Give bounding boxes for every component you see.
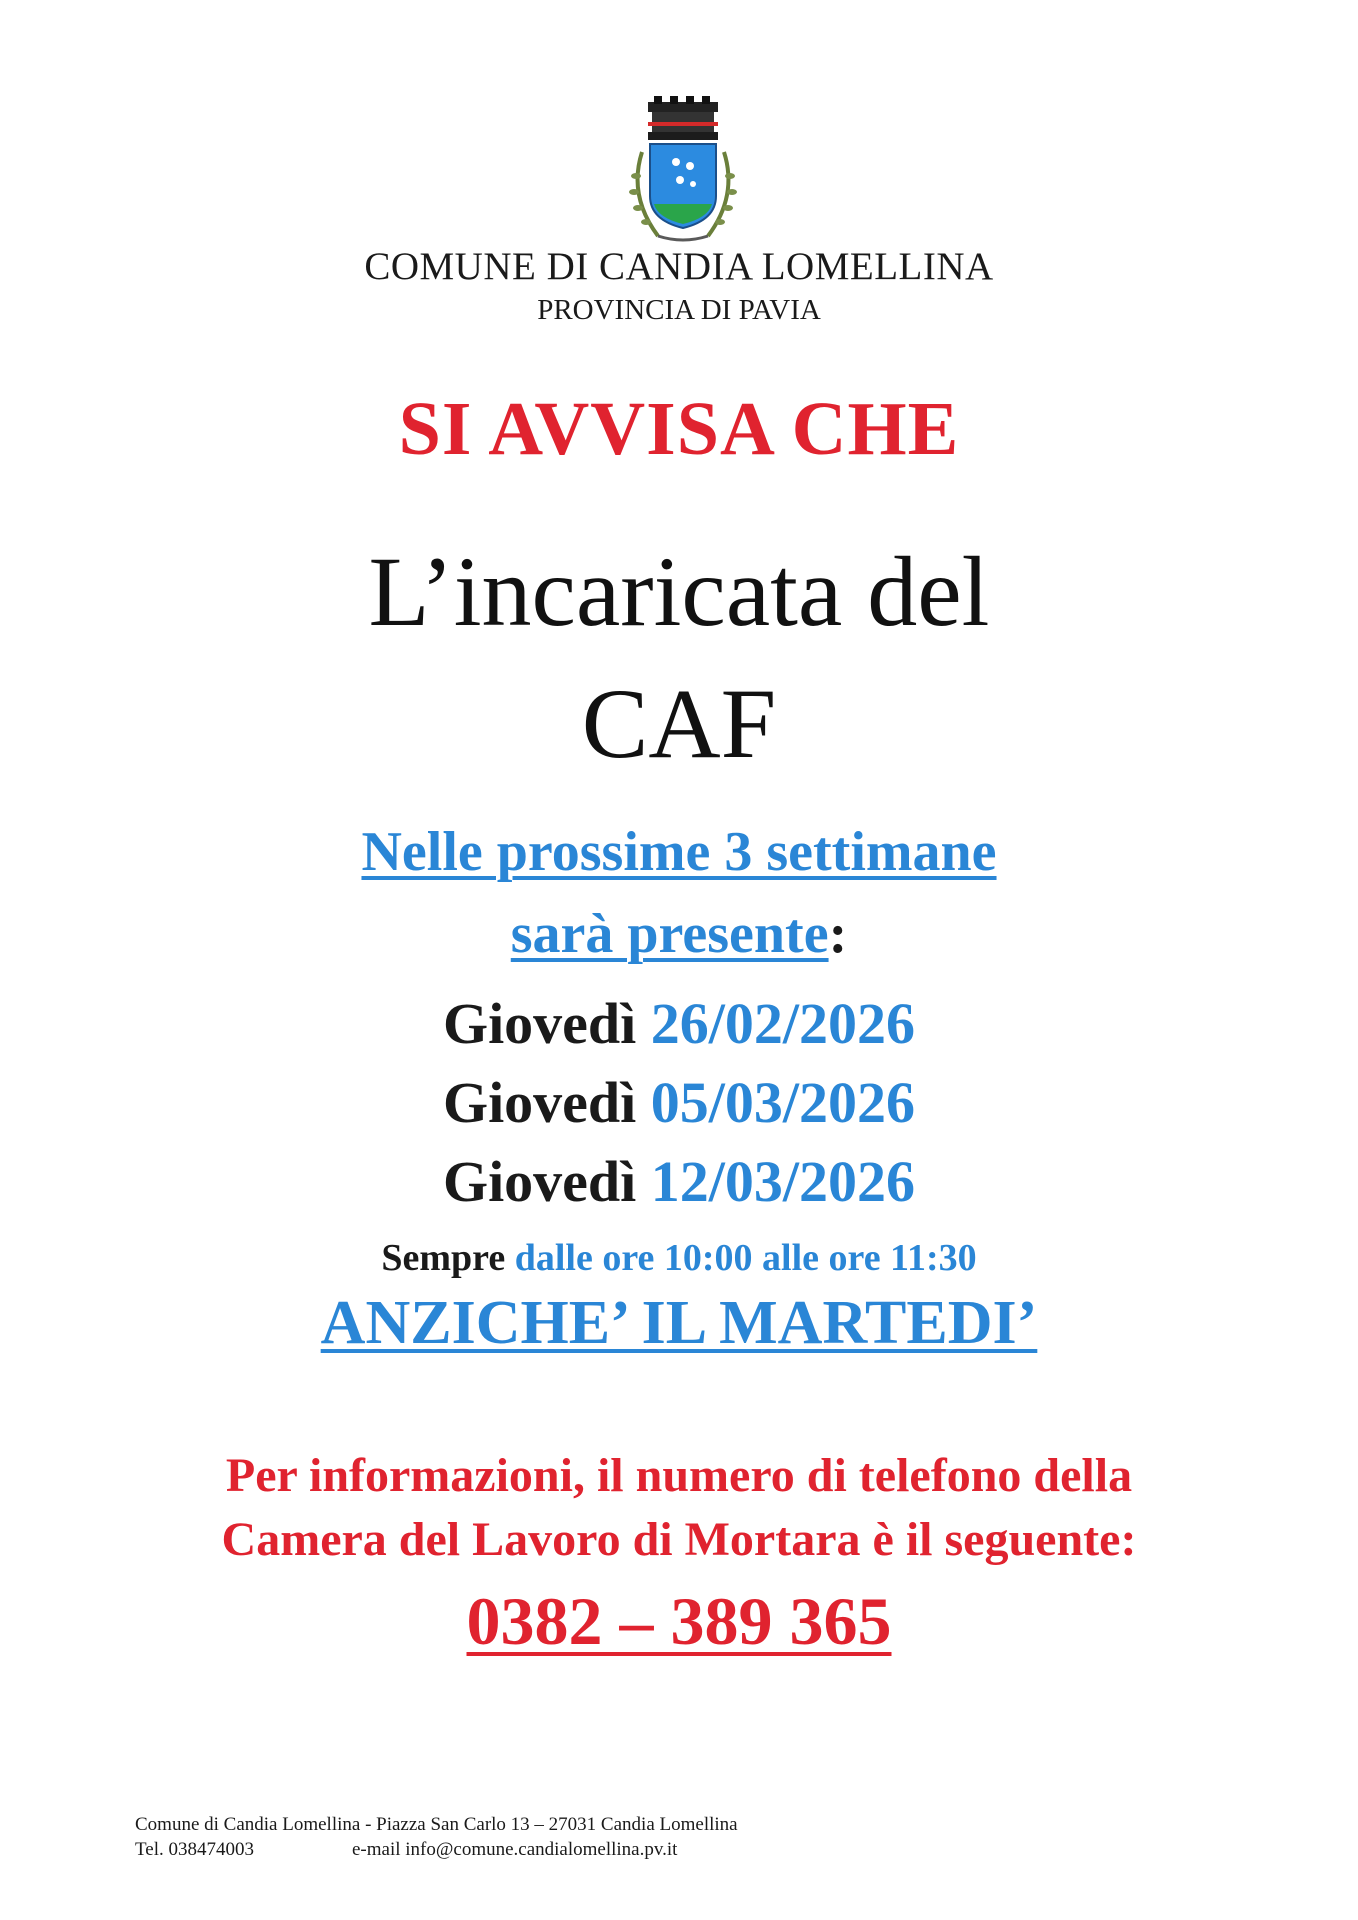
date-value: 05/03/2026 — [650, 1070, 916, 1135]
provincia-subtitle: PROVINCIA DI PAVIA — [537, 294, 821, 326]
info-line2: Camera del Lavoro di Mortara è il seguente: — [221, 1513, 1137, 1566]
info-line1: Per informazioni, il numero di telefono della — [225, 1449, 1133, 1502]
hours-prefix: Sempre — [381, 1237, 506, 1279]
footer-address: Comune di Candia Lomellina - Piazza San Carlo 13 – 27031 Candia Lomellina — [135, 1814, 738, 1835]
hours-value: dalle ore 10:00 alle ore 11:30 — [514, 1237, 977, 1279]
date-day: Giovedì — [442, 1070, 637, 1135]
phone-number[interactable]: 0382 – 389 365 — [466, 1583, 892, 1659]
date-row — [0, 1069, 1358, 1136]
hours-line — [0, 1236, 1358, 1280]
instead-text: ANZICHE’ IL MARTEDI’ — [320, 1289, 1038, 1357]
presence-text: sarà presente — [510, 903, 829, 965]
presence-line — [0, 902, 1358, 966]
weeks-line — [0, 820, 1358, 884]
date-row — [0, 990, 1358, 1057]
footer — [135, 1812, 738, 1862]
date-day: Giovedì — [442, 1149, 637, 1214]
footer-contacts — [135, 1837, 738, 1862]
footer-tel: Tel. 038474003 — [135, 1839, 254, 1860]
weeks-text: Nelle prossime 3 settimane — [361, 821, 997, 883]
date-value: 26/02/2026 — [650, 991, 916, 1056]
coat-of-arms-icon — [618, 96, 748, 246]
date-row — [0, 1148, 1358, 1215]
comune-title: COMUNE DI CANDIA LOMELLINA — [364, 245, 994, 288]
footer-email[interactable]: e-mail info@comune.candialomellina.pv.it — [352, 1839, 678, 1860]
date-day: Giovedì — [442, 991, 637, 1056]
date-value: 12/03/2026 — [650, 1149, 916, 1214]
presence-colon: : — [828, 903, 848, 965]
notice-heading: SI AVVISA CHE — [398, 387, 960, 471]
notice-line1: L’incaricata del — [368, 536, 990, 647]
instead-line — [0, 1288, 1358, 1359]
notice-line2: CAF — [581, 668, 777, 779]
